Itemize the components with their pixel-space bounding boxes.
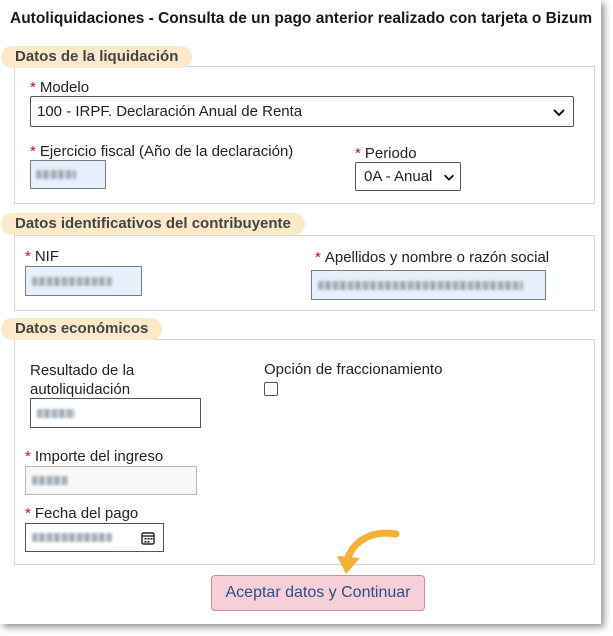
resultado-label: Resultado de la autoliquidación xyxy=(30,362,135,398)
section-heading-liquidacion: Datos de la liquidación xyxy=(1,46,192,68)
importe-label: * Importe del ingreso xyxy=(25,448,164,465)
importe-input[interactable] xyxy=(25,466,197,495)
redacted-value xyxy=(36,170,76,179)
nombre-input[interactable] xyxy=(311,270,546,300)
calendar-icon[interactable] xyxy=(141,531,155,545)
redacted-value xyxy=(32,533,112,542)
redacted-value xyxy=(318,281,523,290)
modelo-select[interactable] xyxy=(30,96,574,127)
modelo-select-value: 100 - IRPF. Declaración Anual de Renta xyxy=(37,103,303,120)
fraccionamiento-label: Opción de fraccionamiento xyxy=(264,361,443,378)
curved-arrow-icon xyxy=(334,528,402,576)
section-heading-economicos: Datos económicos xyxy=(1,318,162,340)
resultado-input[interactable] xyxy=(30,398,201,428)
fraccionamiento-checkbox[interactable] xyxy=(264,382,278,396)
required-marker: * xyxy=(30,79,36,96)
nombre-label: * Apellidos y nombre o razón social xyxy=(315,249,550,266)
periodo-select[interactable] xyxy=(355,162,461,191)
fecha-label: * Fecha del pago xyxy=(25,505,139,522)
page-title: Autoliquidaciones - Consulta de un pago anterior realizado con tarjeta o Bizum xyxy=(10,10,593,27)
chevron-down-icon xyxy=(442,169,456,185)
ejercicio-input[interactable] xyxy=(30,160,106,189)
redacted-value xyxy=(37,409,75,418)
fecha-input[interactable] xyxy=(25,523,164,552)
continue-button[interactable]: Aceptar datos y Continuar xyxy=(211,575,425,611)
nif-label: * NIF xyxy=(25,248,60,265)
redacted-value xyxy=(32,277,112,286)
ejercicio-label: * Ejercicio fiscal (Año de la declaración) xyxy=(30,143,294,160)
periodo-label: * Periodo xyxy=(355,145,417,162)
modelo-label: * Modelo xyxy=(30,79,90,96)
periodo-select-value: 0A - Anual xyxy=(364,168,433,185)
chevron-down-icon xyxy=(551,104,567,120)
redacted-value xyxy=(32,476,68,485)
section-heading-contribuyente: Datos identificativos del contribuyente xyxy=(1,213,305,235)
nif-input[interactable] xyxy=(25,266,142,296)
